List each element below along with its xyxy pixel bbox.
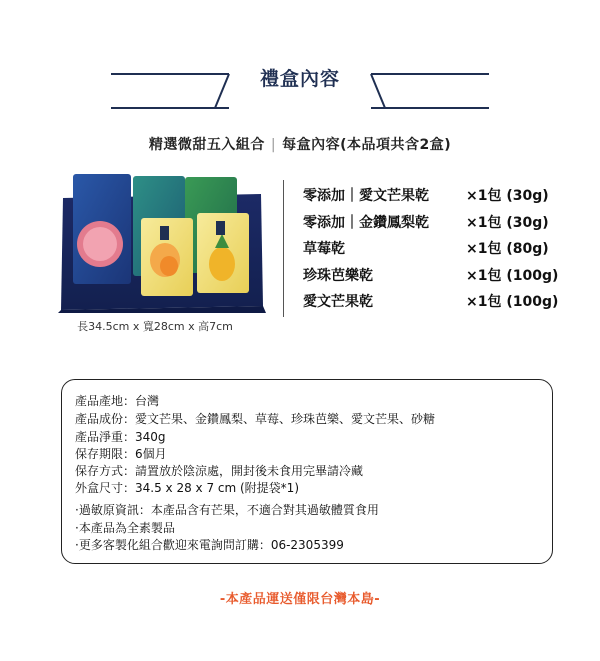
info-origin: 產品產地：台灣 xyxy=(75,394,160,408)
note-vegan: ·本產品為全素製品 xyxy=(75,521,175,535)
item-quantity: ×1包 (30g) xyxy=(466,188,549,204)
contents-list xyxy=(303,185,573,318)
product-gift-box-image xyxy=(57,166,267,313)
item-name: 零添加｜愛文芒果乾 xyxy=(303,188,429,204)
item-quantity: ×1包 (100g) xyxy=(466,267,559,284)
info-net-weight: 產品淨重：340g xyxy=(75,430,166,444)
set-subtitle xyxy=(0,134,600,154)
section-title: 禮盒內容 xyxy=(259,68,340,90)
item-quantity: ×1包 (80g) xyxy=(466,241,549,257)
list-item xyxy=(303,185,573,212)
info-storage: 保存方式：請置放於陰涼處，開封後未食用完畢請冷藏 xyxy=(75,464,364,478)
list-item xyxy=(303,238,573,265)
info-ingredients: 產品成份：愛文芒果、金鑽鳳梨、草莓、珍珠芭樂、愛文芒果、砂糖 xyxy=(75,412,436,426)
list-item xyxy=(303,265,573,292)
note-allergen: ·過敏原資訊：本產品含有芒果，不適合對其過敏體質食用 xyxy=(75,503,379,517)
item-quantity: ×1包 (100g) xyxy=(466,294,559,310)
note-custom-order: ·更多客製化組合歡迎來電詢問訂購：06-2305399 xyxy=(75,538,344,552)
item-name: 愛文芒果乾 xyxy=(303,294,373,310)
box-dimensions-caption: 長34.5cm x 寬28cm x 高7cm xyxy=(77,320,233,333)
shipping-notice: -本產品運送僅限台灣本島- xyxy=(219,592,381,607)
subtitle-set-name: 精選微甜五入組合 xyxy=(148,137,265,153)
list-item xyxy=(303,212,573,239)
list-item xyxy=(303,291,573,318)
info-box-size: 外盒尺寸：34.5 x 28 x 7 cm (附提袋*1) xyxy=(75,481,299,495)
item-name: 零添加｜金鑽鳳梨乾 xyxy=(303,214,429,231)
info-shelf-life: 保存期限：6個月 xyxy=(75,447,167,461)
item-name: 珍珠芭樂乾 xyxy=(303,267,373,284)
item-name: 草莓乾 xyxy=(303,241,345,257)
subtitle-contents-note: 每盒內容(本品項共含2盒) xyxy=(282,137,452,153)
subtitle-separator: | xyxy=(270,137,277,153)
vertical-divider xyxy=(283,180,284,317)
item-quantity: ×1包 (30g) xyxy=(466,214,549,231)
